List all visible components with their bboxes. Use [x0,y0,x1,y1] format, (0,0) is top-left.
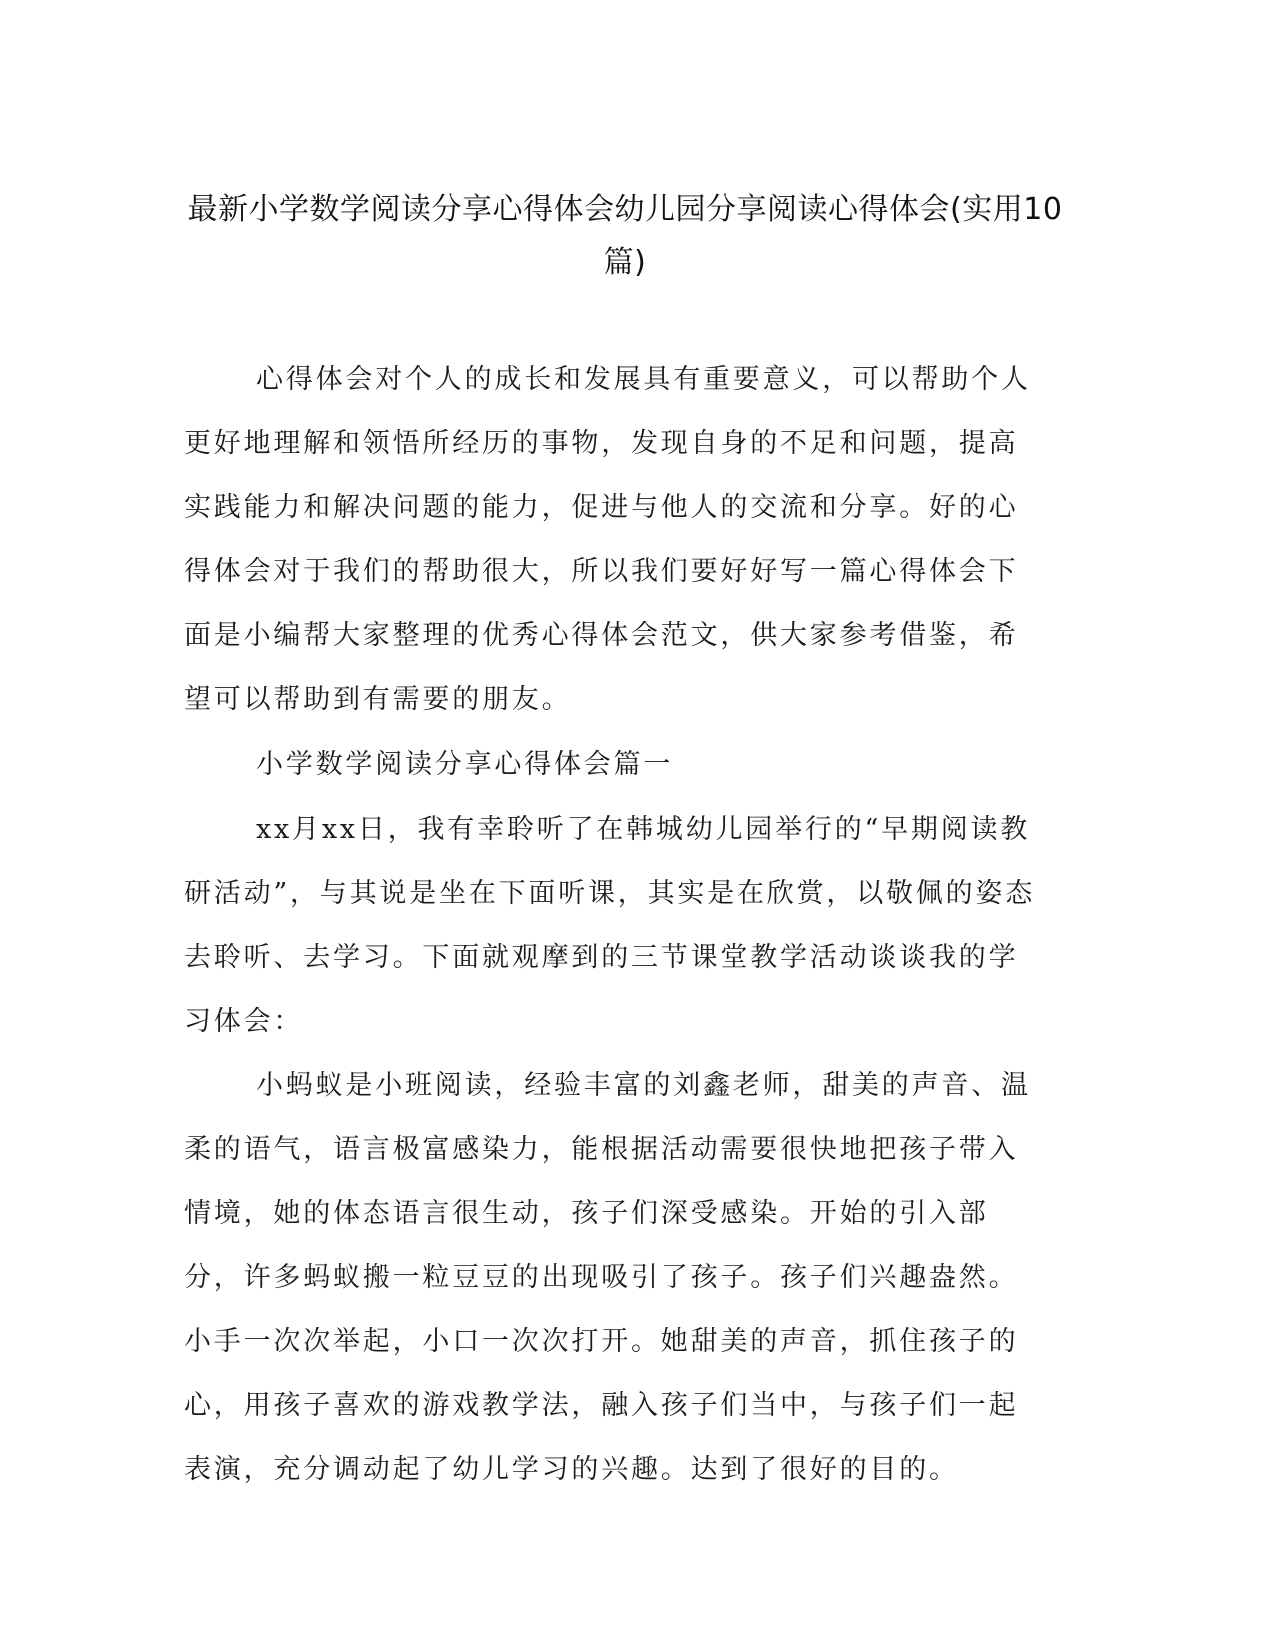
section-heading: 小学数学阅读分享心得体会篇一 [256,749,674,780]
document-body [184,348,1044,1502]
body-paragraph: 小蚂蚁是小班阅读，经验丰富的刘鑫老师，甜美的声音、温柔的语气，语言极富感染力，能根据活动需要很快地把孩子带入情境，她的体态语言很生动，孩子们深受感染。开始的引入部分，许多蚂蚁搬一粒豆豆的出现吸引了孩子。孩子们兴趣盎然。小手一次次举起，小口一次次打开。她甜美的声音，抓住孩子的心，用孩子喜欢的游戏教学法，融入孩子们当中，与孩子们一起表演，充分调动起了幼儿学习的兴趣。达到了很好的目的。 [184,1070,1031,1485]
body-paragraph: xx月xx日，我有幸聆听了在韩城幼儿园举行的“早期阅读教研活动”，与其说是坐在下面听课，其实是在欣赏，以敬佩的姿态去聆听、去学习。下面就观摩到的三节课堂教学活动谈谈我的学习体会： [184,814,1036,1037]
intro-paragraph: 心得体会对个人的成长和发展具有重要意义，可以帮助个人更好地理解和领悟所经历的事物，发现自身的不足和问题，提高实践能力和解决问题的能力，促进与他人的交流和分享。好的心得体会对于我们的帮助很大，所以我们要好好写一篇心得体会下面是小编帮大家整理的优秀心得体会范文，供大家参考借鉴，希望可以帮助到有需要的朋友。 [184,364,1031,715]
document-title: 最新小学数学阅读分享心得体会幼儿园分享阅读心得体会(实用10篇) [187,192,1063,280]
